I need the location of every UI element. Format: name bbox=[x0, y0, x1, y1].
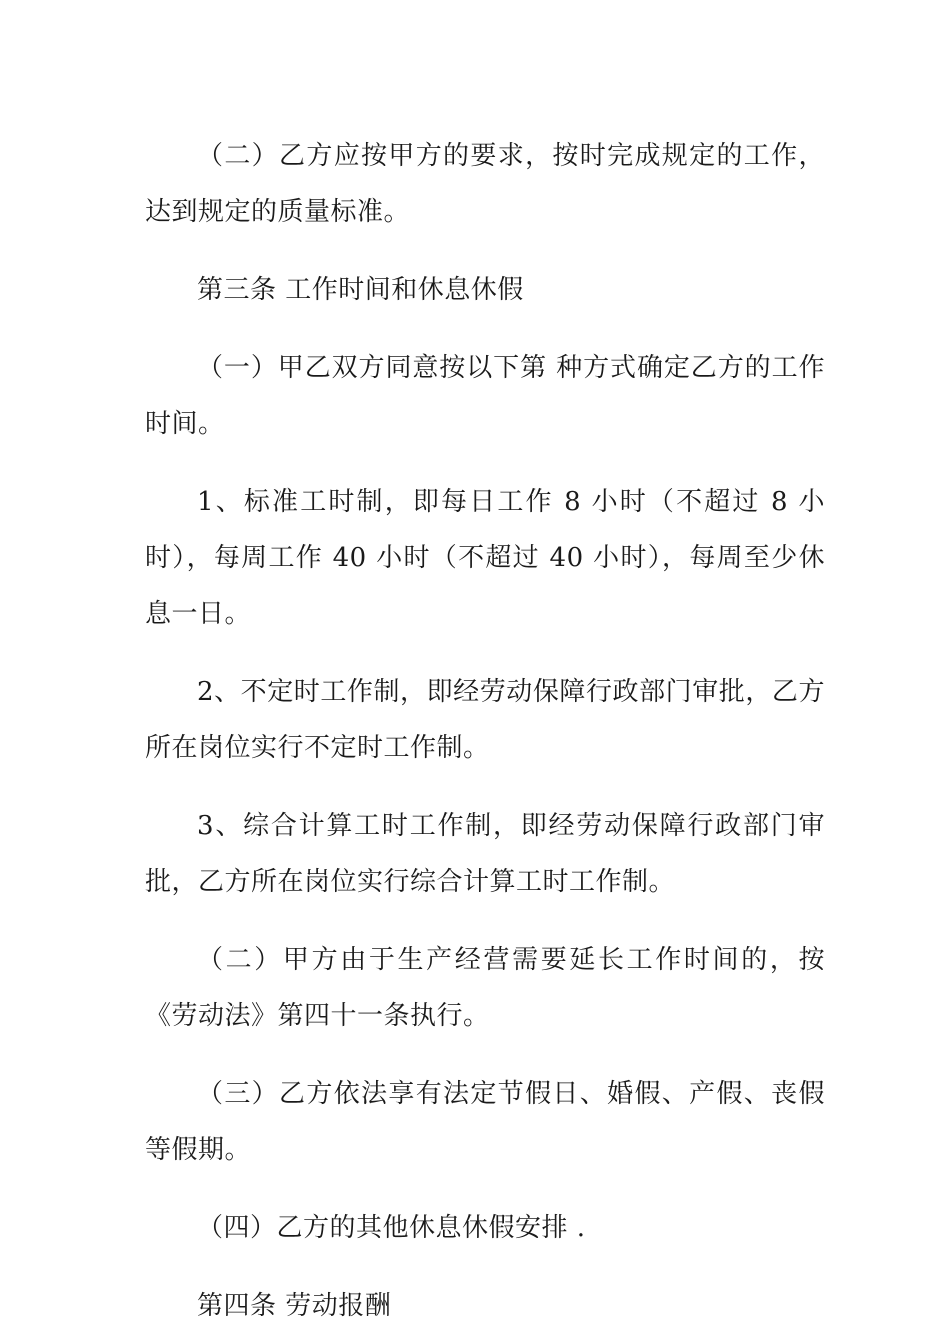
paragraph-flexible-hours: 2、不定时工作制，即经劳动保障行政部门审批，乙方所在岗位实行不定时工作制。 bbox=[145, 677, 825, 763]
paragraph-overtime: （二）甲方由于生产经营需要延长工作时间的，按《劳动法》第四十一条执行。 bbox=[145, 945, 825, 1031]
paragraph-statutory-holidays: （三）乙方依法享有法定节假日、婚假、产假、丧假等假期。 bbox=[145, 1079, 825, 1165]
paragraph-spacer bbox=[145, 910, 825, 932]
article-4-heading: 第四条 劳动报酬 bbox=[197, 1291, 392, 1321]
document-body bbox=[145, 128, 825, 1334]
paragraph-spacer bbox=[145, 240, 825, 262]
paragraph-spacer bbox=[145, 642, 825, 664]
paragraph-spacer bbox=[145, 1256, 825, 1278]
paragraph-working-hours-method: （一）甲乙双方同意按以下第 种方式确定乙方的工作时间。 bbox=[145, 353, 825, 439]
article-3-heading: 第三条 工作时间和休息休假 bbox=[197, 275, 524, 305]
paragraph-quality-standard: （二）乙方应按甲方的要求，按时完成规定的工作，达到规定的质量标准。 bbox=[145, 141, 825, 227]
paragraph-spacer bbox=[145, 1044, 825, 1066]
paragraph-standard-hours: 1、标准工时制，即每日工作 8 小时（不超过 8 小时），每周工作 40 小时（不超过 40 小时），每周至少休息一日。 bbox=[145, 487, 825, 629]
paragraph-other-leave: （四）乙方的其他休息休假安排 . bbox=[197, 1213, 586, 1243]
paragraph-spacer bbox=[145, 1178, 825, 1200]
paragraph-comprehensive-hours: 3、综合计算工时工作制，即经劳动保障行政部门审批，乙方所在岗位实行综合计算工时工作制。 bbox=[145, 811, 825, 897]
paragraph-spacer bbox=[145, 318, 825, 340]
paragraph-spacer bbox=[145, 452, 825, 474]
paragraph-spacer bbox=[145, 776, 825, 798]
